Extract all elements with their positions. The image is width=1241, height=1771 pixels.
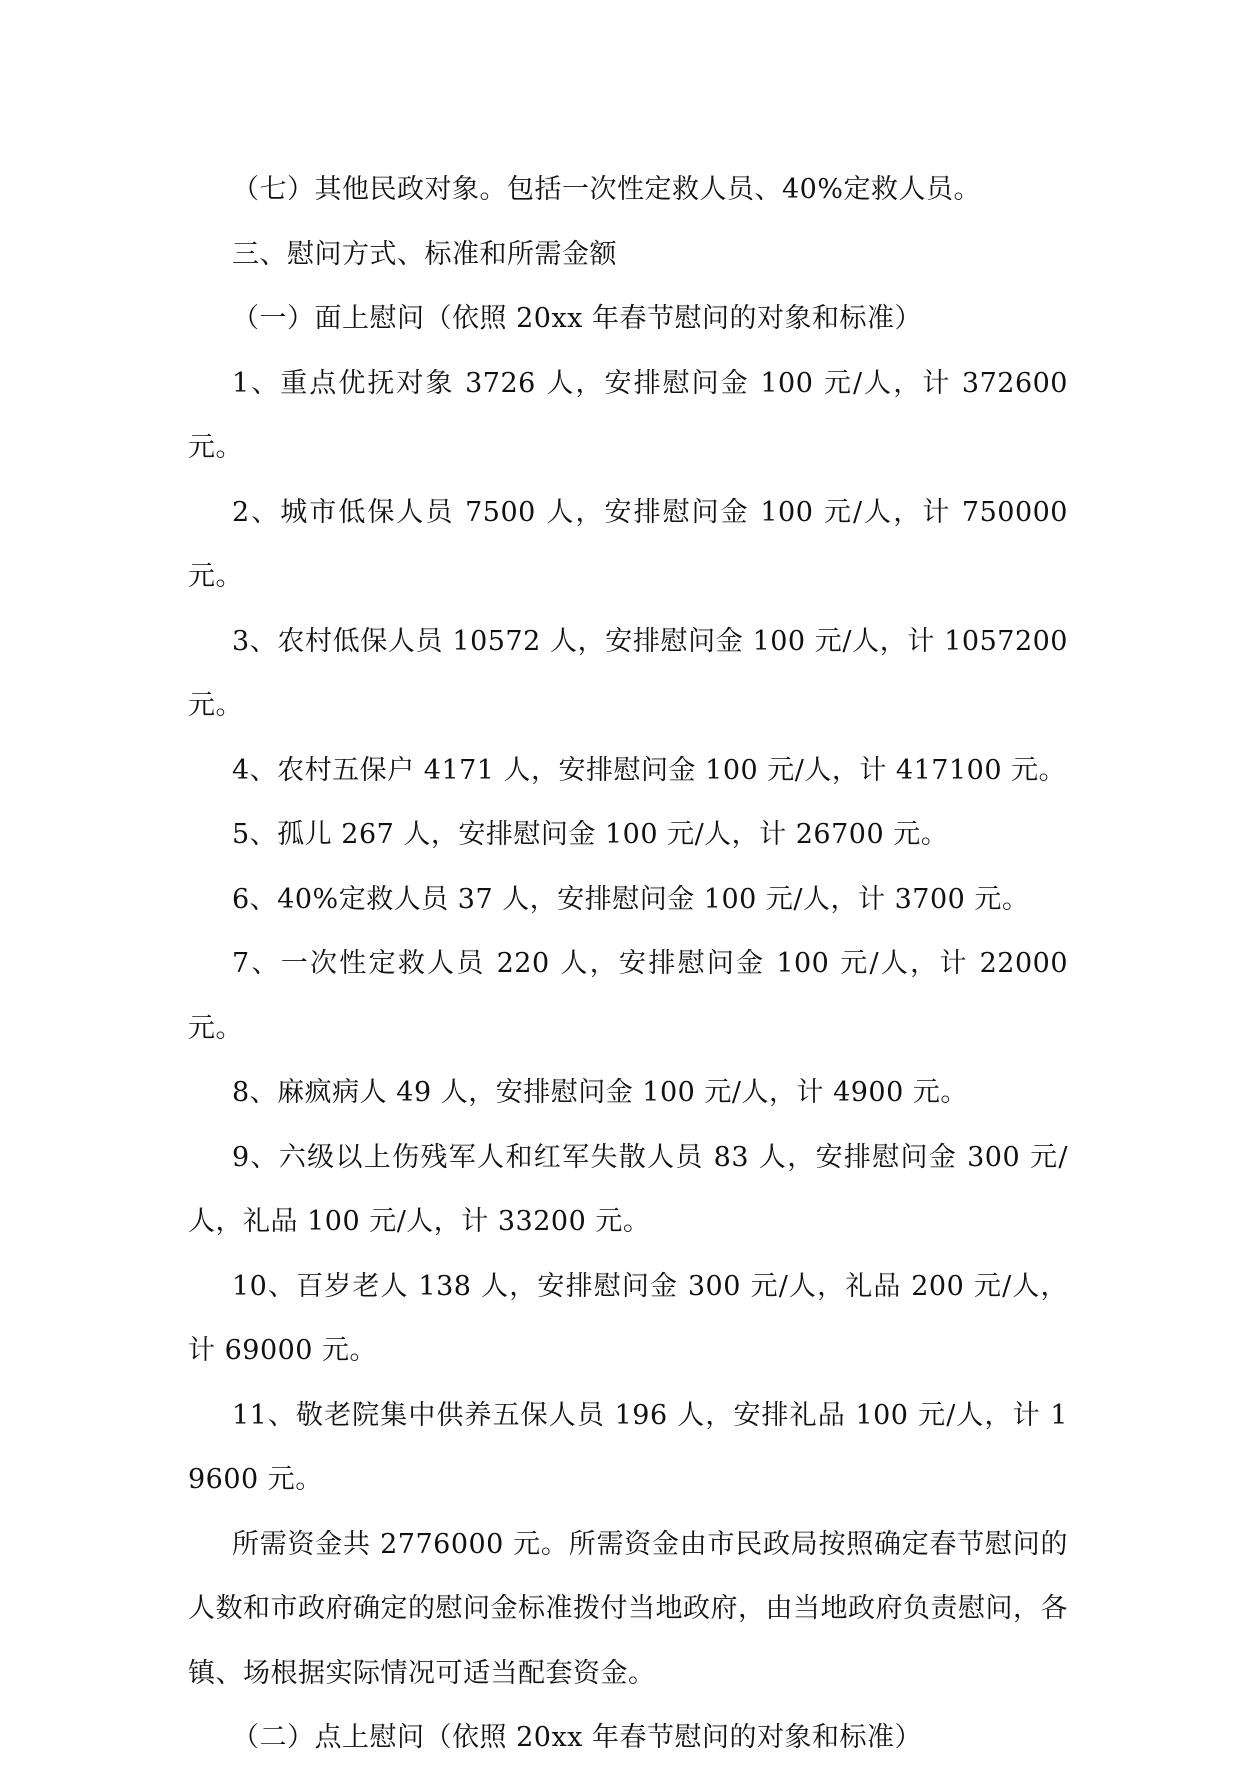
list-item-7: 7、一次性定救人员 220 人，安排慰问金 100 元/人，计 22000 元。 xyxy=(188,948,1068,1044)
list-item-5: 5、孤儿 267 人，安排慰问金 100 元/人，计 26700 元。 xyxy=(232,819,949,850)
subheading-targeted-visits: （二）点上慰问（依照 20xx 年春节慰问的对象和标准） xyxy=(232,1722,922,1753)
list-item-3: 3、农村低保人员 10572 人，安排慰问金 100 元/人，计 1057200 元。 xyxy=(188,625,1068,721)
list-item-8: 8、麻疯病人 49 人，安排慰问金 100 元/人，计 4900 元。 xyxy=(232,1077,968,1108)
list-item-4: 4、农村五保户 4171 人，安排慰问金 100 元/人，计 417100 元。 xyxy=(232,754,1067,786)
paragraph-other-recipients: （七）其他民政对象。包括一次性定救人员、40%定救人员。 xyxy=(232,174,982,205)
list-item-2: 2、城市低保人员 7500 人，安排慰问金 100 元/人，计 750000 元。 xyxy=(188,496,1068,592)
list-item-1: 1、重点优抚对象 3726 人，安排慰问金 100 元/人，计 372600 元。 xyxy=(188,367,1068,463)
document-body xyxy=(188,158,1068,1771)
list-item-10: 10、百岁老人 138 人，安排慰问金 300 元/人，礼品 200 元/人，计 69000 元。 xyxy=(188,1270,1068,1366)
funding-summary: 所需资金共 2776000 元。所需资金由市民政局按照确定春节慰问的人数和市政府确定的慰问金标准拨付当地政府，由当地政府负责慰问，各镇、场根据实际情况可适当配套资金。 xyxy=(188,1528,1068,1689)
section-heading-methods: 三、慰问方式、标准和所需金额 xyxy=(232,238,617,270)
subheading-general-visits: （一）面上慰问（依照 20xx 年春节慰问的对象和标准） xyxy=(232,303,922,334)
list-item-6: 6、40%定救人员 37 人，安排慰问金 100 元/人，计 3700 元。 xyxy=(232,883,1030,915)
list-item-9: 9、六级以上伤残军人和红军失散人员 83 人，安排慰问金 300 元/人，礼品 100 元/人，计 33200 元。 xyxy=(188,1141,1068,1237)
list-item-11: 11、敬老院集中供养五保人员 196 人，安排礼品 100 元/人，计 19600 元。 xyxy=(188,1399,1068,1495)
